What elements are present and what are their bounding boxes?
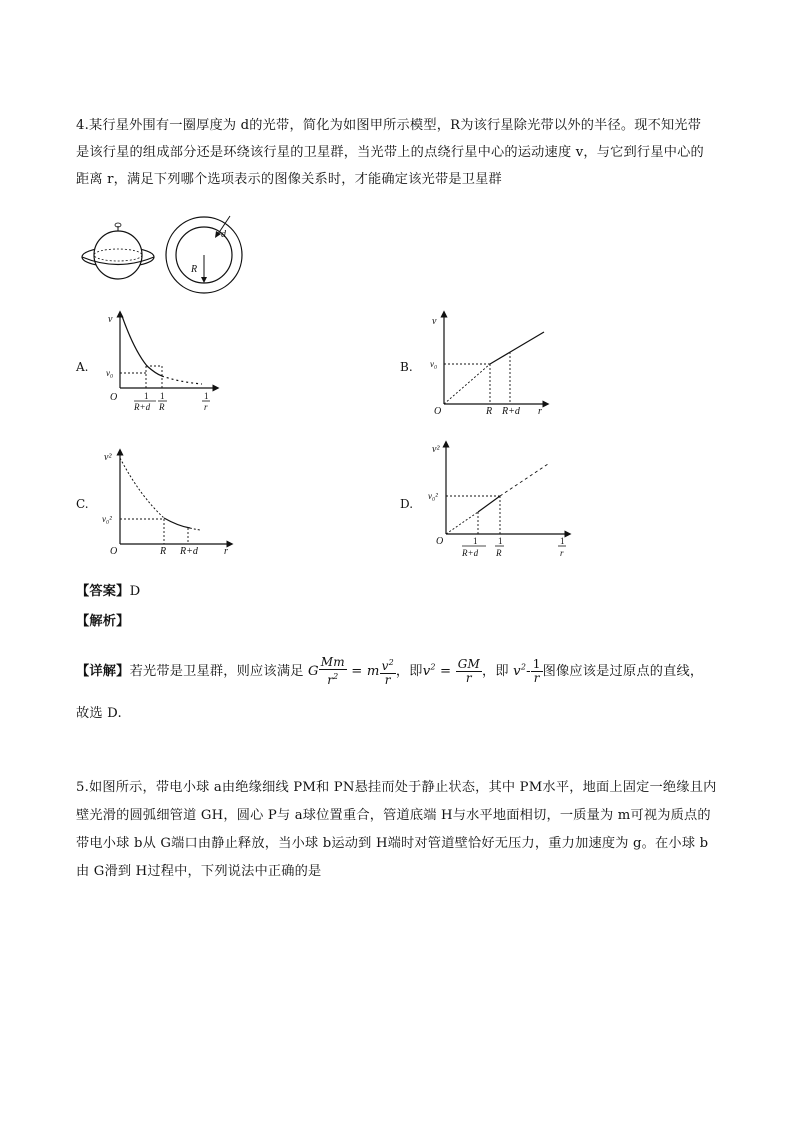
- eq-frac-v2-r: $\frac{v^2}{r}$: [381, 658, 394, 688]
- graph-D-ylabel: v²: [432, 444, 440, 455]
- graph-A: [104, 310, 224, 414]
- graph-C-x1: R: [160, 546, 167, 556]
- analysis-tag: 【解析】: [76, 614, 130, 629]
- graph-A-xaxis-num: 1: [204, 391, 209, 401]
- graph-D-y0: v₀²: [428, 491, 438, 501]
- detail-text-4: 图像应该是过原点的直线，: [542, 664, 704, 680]
- graph-B-origin: O: [434, 406, 442, 416]
- graph-B-y0: v₀: [430, 359, 438, 369]
- option-D-label: D.: [400, 497, 414, 511]
- graph-A-ylabel: v: [108, 314, 113, 325]
- graph-C: [100, 446, 240, 556]
- q4-line-2: 是该行星的组成部分还是环绕该行星的卫星群，当光带上的点绕行星中心的运动速度 v，与它到行星中心的: [76, 145, 704, 160]
- detail-line: 【详解】若光带是卫星群，则应该满足 G $\frac{Mm}{r^2}$ = m $\frac{v^2}{r}$ ，即$v^2$ = $\frac{GM}{r}$ ，即 $v^2-$ $\frac{1}{r}$ 图像应该是过原点的直线，: [76, 655, 704, 688]
- graph-C-y0: v₀²: [102, 514, 112, 524]
- answer-tag: 【答案】: [76, 584, 130, 599]
- eq-sign: =: [351, 664, 363, 680]
- answer-value: D: [129, 584, 141, 599]
- graph-B: [428, 308, 553, 416]
- detail-text-1: 若光带是卫星群，则应该满足: [129, 664, 304, 680]
- graph-D: [424, 438, 574, 562]
- eq-frac-Mm-r2: $\frac{Mm}{r^2}$: [320, 655, 345, 688]
- graph-A-x1-num: 1: [144, 391, 149, 401]
- graph-D-xaxis-num: 1: [560, 536, 565, 546]
- q5-line-2: 壁光滑的圆弧细管道 GH，圆心 P与 a球位置重合，管道底端 H与水平地面相切，一质量为 m可视为质点的: [76, 808, 711, 823]
- q5-line-1: 5.如图所示，带电小球 a由绝缘细线 PM和 PN悬挂而处于静止状态，其中 PM水平，地面上固定一绝缘且内: [76, 780, 717, 795]
- graph-A-xaxis-den: r: [204, 402, 208, 412]
- eq-v2b: $v^2$: [422, 663, 436, 680]
- q4-text: [76, 112, 726, 193]
- graph-A-y0: v₀: [106, 368, 114, 378]
- planet-sphere-diagram: [82, 223, 154, 279]
- graph-B-x2: R+d: [502, 406, 520, 416]
- answer-line: [76, 578, 726, 605]
- eq-frac-GM-r: $\frac{GM}{r}$: [457, 657, 480, 686]
- option-B-label: B.: [400, 360, 413, 374]
- detail-tag: 【详解】: [76, 664, 130, 680]
- eq-G: G: [308, 664, 319, 680]
- graph-B-ylabel: v: [432, 316, 437, 327]
- graph-A-x2-num: 1: [160, 391, 165, 401]
- option-C-label: C.: [76, 497, 89, 511]
- graph-C-xaxis: r: [224, 546, 228, 556]
- graph-D-origin: O: [436, 536, 444, 547]
- detail-line-2: [76, 700, 726, 727]
- detail-text-3: ，即: [481, 664, 509, 680]
- detail-conclusion: 故选 D.: [76, 706, 122, 721]
- graph-C-ylabel: v²: [104, 452, 112, 463]
- ring-top-view-diagram: [166, 216, 242, 293]
- graph-C-x2: R+d: [180, 546, 198, 556]
- planet-figure: [80, 214, 250, 300]
- ring-label-R: R: [191, 264, 198, 275]
- q5-text: [76, 774, 726, 886]
- q5-line-4: 由 G滑到 H过程中，下列说法中正确的是: [76, 864, 322, 879]
- q4-line-1: 4.某行星外围有一圈厚度为 d的光带，简化为如图甲所示模型，R为该行星除光带以外的半径。现不知光带: [76, 118, 702, 133]
- graph-D-x2-den: R: [496, 548, 502, 558]
- eq-m: m: [366, 664, 380, 680]
- q5-line-3: 带电小球 b从 G端口由静止释放，当小球 b运动到 H端时对管道壁恰好无压力，重力加速度为 g。在小球 b: [76, 836, 709, 851]
- ring-label-d: d: [221, 229, 226, 240]
- graph-C-origin: O: [110, 546, 118, 556]
- graph-A-x2-den: R: [159, 402, 165, 412]
- eq-frac-1-r: $\frac{1}{r}$: [532, 657, 541, 686]
- graph-B-xaxis: r: [538, 406, 542, 416]
- analysis-line: [76, 608, 726, 635]
- graph-A-x1-den: R+d: [134, 402, 151, 412]
- graph-A-origin: O: [110, 392, 118, 403]
- q4-line-3: 距离 r，满足下列哪个选项表示的图像关系时，才能确定该光带是卫星群: [76, 172, 502, 187]
- graph-D-x2-num: 1: [498, 536, 503, 546]
- graph-D-x1-den: R+d: [462, 548, 479, 558]
- eq-dash: -: [526, 664, 531, 680]
- graph-D-xaxis-den: r: [560, 548, 564, 558]
- detail-text-2: ，即: [395, 664, 423, 680]
- eq-v2c: $v^2$: [513, 663, 527, 680]
- option-A-label: A.: [76, 360, 89, 374]
- graph-B-x1: R: [486, 406, 493, 416]
- graph-D-x1-num: 1: [473, 536, 478, 546]
